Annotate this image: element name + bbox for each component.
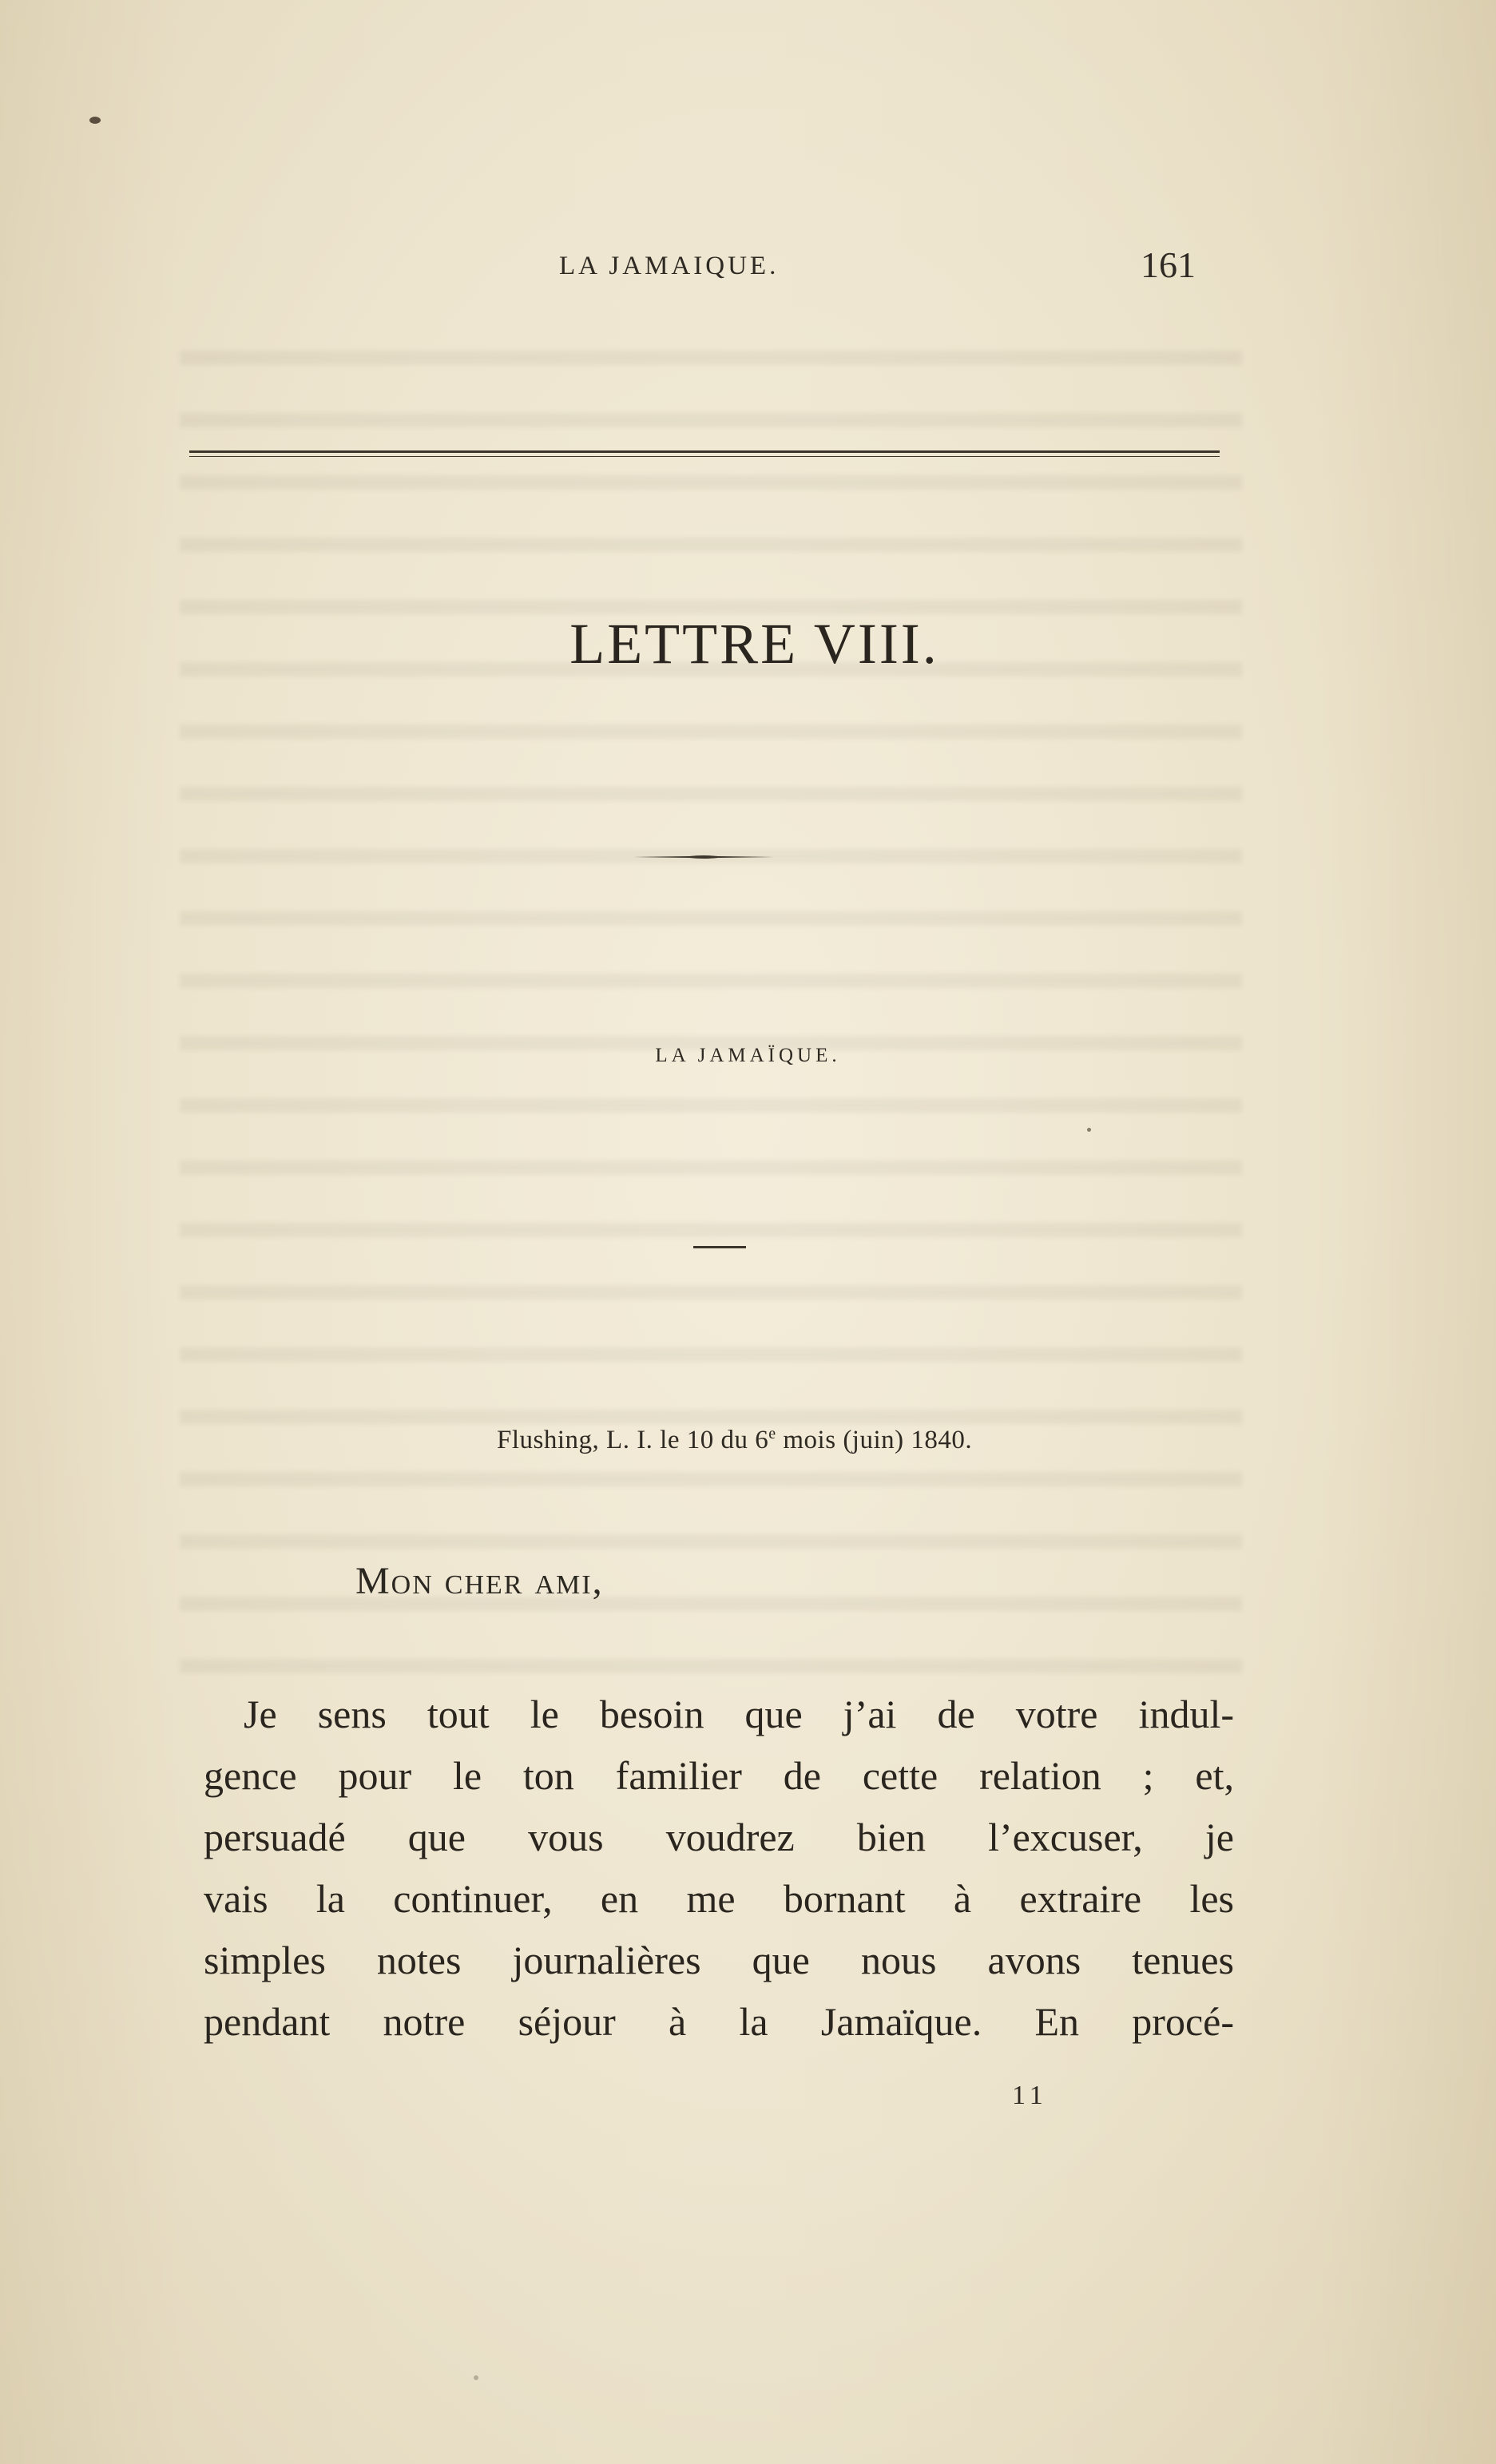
short-divider-rule	[693, 1246, 746, 1248]
body-line: simples notes journalières que nous avons tenues	[204, 1938, 1234, 1982]
body-line: gence pour le ton familier de cette relation ; et,	[204, 1753, 1234, 1798]
ornamental-swell-rule	[633, 855, 774, 859]
body-line: pendant notre séjour à la Jamaïque. En procé-	[204, 1999, 1234, 2044]
running-head: LA JAMAIQUE.	[559, 252, 780, 280]
ink-speck	[474, 2375, 478, 2380]
body-line: persuadé que vous voudrez bien l’excuser, je	[204, 1815, 1234, 1859]
ink-speck	[1087, 1128, 1091, 1132]
ink-speck	[89, 117, 101, 124]
salutation: Mon cher ami,	[355, 1560, 604, 1602]
printer-signature-mark: 11	[1012, 2081, 1048, 2110]
dateline-text-end: mois (juin) 1840.	[776, 1426, 973, 1454]
dateline-text: Flushing, L. I. le 10 du 6	[497, 1426, 769, 1454]
dateline-superscript: e	[768, 1425, 776, 1442]
page-number: 161	[1141, 244, 1196, 285]
letter-subtitle: LA JAMAÏQUE.	[655, 1045, 841, 1066]
letter-title: LETTRE VIII.	[569, 612, 939, 676]
show-through-texture	[180, 315, 1242, 1673]
body-line: vais la continuer, en me bornant à extraire les	[204, 1876, 1234, 1921]
dateline	[497, 1426, 972, 1455]
body-line: Je sens tout le besoin que j’ai de votre indul-	[244, 1692, 1234, 1736]
letter-body	[204, 1684, 1234, 2053]
header-double-rule	[189, 450, 1220, 457]
